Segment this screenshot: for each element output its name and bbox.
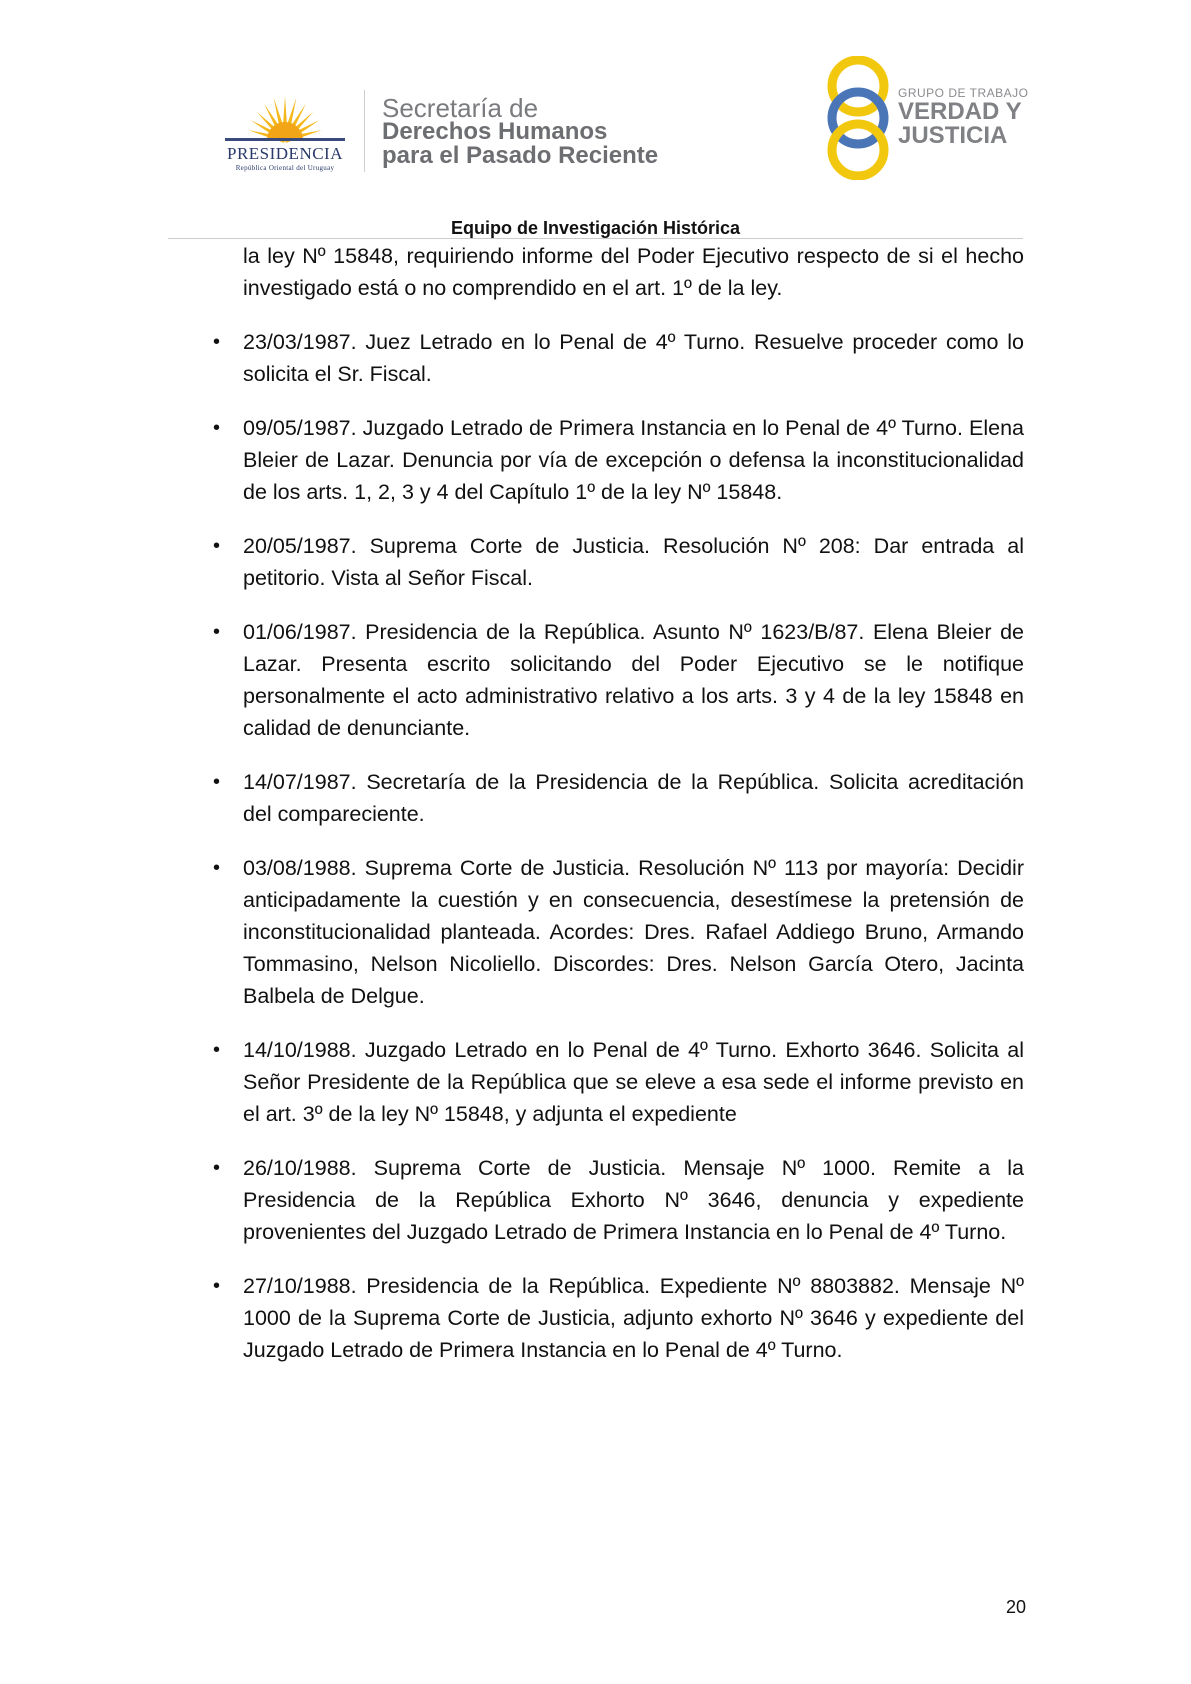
header-rule	[168, 238, 1023, 239]
presidencia-logo-subtitle: República Oriental del Uruguay	[235, 164, 335, 172]
verdad-justicia-logo	[818, 56, 1038, 180]
verdad-justicia-wordmark	[898, 86, 1028, 148]
entry-list	[213, 326, 1024, 1366]
continuation-paragraph: la ley Nº 15848, requiriendo informe del Poder Ejecutivo respecto de si el hecho investigado está o no comprendido en el art. 1º de la ley.	[243, 244, 1024, 300]
bullet-icon: •	[213, 1275, 221, 1297]
bullet-icon: •	[213, 857, 221, 879]
list-item-text: 27/10/1988. Presidencia de la República. Expediente Nº 8803882. Mensaje Nº 1000 de la Suprema Corte de Justicia, adjunto exhorto Nº 3646 y expediente del Juzgado Letrado de Primera Instancia en lo Penal de 4º Turno.	[243, 1274, 1024, 1362]
body-content	[213, 240, 1024, 1388]
logo-divider	[364, 90, 365, 172]
secretaria-line-1: Secretaría de	[382, 93, 539, 123]
bullet-icon: •	[213, 417, 221, 439]
list-item-text: 09/05/1987. Juzgado Letrado de Primera Instancia en lo Penal de 4º Turno. Elena Bleier de Lazar. Denuncia por vía de excepción o defensa la inconstitucionalidad de los arts. 1, 2, 3 y 4 del Capítulo 1º de la ley Nº 15848.	[243, 416, 1024, 504]
secretaria-line-3: para el Pasado Reciente	[382, 142, 659, 169]
bullet-icon: •	[213, 535, 221, 557]
list-item-text: 14/10/1988. Juzgado Letrado en lo Penal de 4º Turno. Exhorto 3646. Solicita al Señor Presidente de la República que se eleve a esa sede el informe previsto en el art. 3º de la ley Nº 15848, y adjunta el expediente	[243, 1038, 1024, 1126]
sun-icon	[210, 86, 360, 146]
list-item	[213, 852, 1024, 1012]
list-item-text: 01/06/1987. Presidencia de la República. Asunto Nº 1623/B/87. Elena Bleier de Lazar. Presenta escrito solicitando del Poder Ejecutivo se le notifique personalmente el acto administrativo relativo a los arts. 3 y 4 de la ley 15848 en calidad de denunciante.	[243, 620, 1024, 740]
list-item-text: 26/10/1988. Suprema Corte de Justicia. Mensaje Nº 1000. Remite a la Presidencia de la República Exhorto Nº 3646, denuncia y expediente provenientes del Juzgado Letrado de Primera Instancia en lo Penal de 4º Turno.	[243, 1156, 1024, 1244]
presidencia-logo-word: PRESIDENCIA	[226, 144, 343, 163]
bullet-icon: •	[213, 771, 221, 793]
interlinked-rings-icon	[818, 56, 898, 180]
list-item-text: 03/08/1988. Suprema Corte de Justicia. Resolución Nº 113 por mayoría: Decidir anticipadamente la cuestión y en consecuencia, desestímese la pretensión de inconstitucionalidad planteada. Acordes: Dres. Rafael Addiego Bruno, Armando Tommasino, Nelson Nicoliello. Discordes: Dres. Nelson García Otero, Jacinta Balbela de Delgue.	[243, 856, 1024, 1008]
list-item	[213, 530, 1024, 594]
gtvj-line-2: VERDAD Y	[898, 98, 1022, 125]
list-item	[213, 1034, 1024, 1130]
bullet-icon: •	[213, 1157, 221, 1179]
list-item	[213, 766, 1024, 830]
bullet-icon: •	[213, 621, 221, 643]
list-item	[213, 412, 1024, 508]
gtvj-line-1: GRUPO DE TRABAJO	[898, 86, 1029, 100]
team-heading: Equipo de Investigación Histórica	[450, 218, 741, 238]
list-item	[213, 1152, 1024, 1248]
presidencia-logo	[210, 86, 360, 172]
bullet-icon: •	[213, 331, 221, 353]
secretaria-logo	[382, 93, 659, 169]
list-item-text: 20/05/1987. Suprema Corte de Justicia. Resolución Nº 208: Dar entrada al petitorio. Vista al Señor Fiscal.	[243, 534, 1024, 590]
list-item-text: 23/03/1987. Juez Letrado en lo Penal de 4º Turno. Resuelve proceder como lo solicita el Sr. Fiscal.	[243, 330, 1024, 386]
list-item	[213, 616, 1024, 744]
list-item	[213, 1270, 1024, 1366]
list-item	[213, 326, 1024, 390]
bullet-icon: •	[213, 1039, 221, 1061]
list-item-text: 14/07/1987. Secretaría de la Presidencia de la República. Solicita acreditación del compareciente.	[243, 770, 1024, 826]
secretaria-line-2: Derechos Humanos	[382, 118, 608, 145]
gtvj-line-3: JUSTICIA	[898, 122, 1008, 149]
page-number: 20	[1005, 1597, 1026, 1617]
